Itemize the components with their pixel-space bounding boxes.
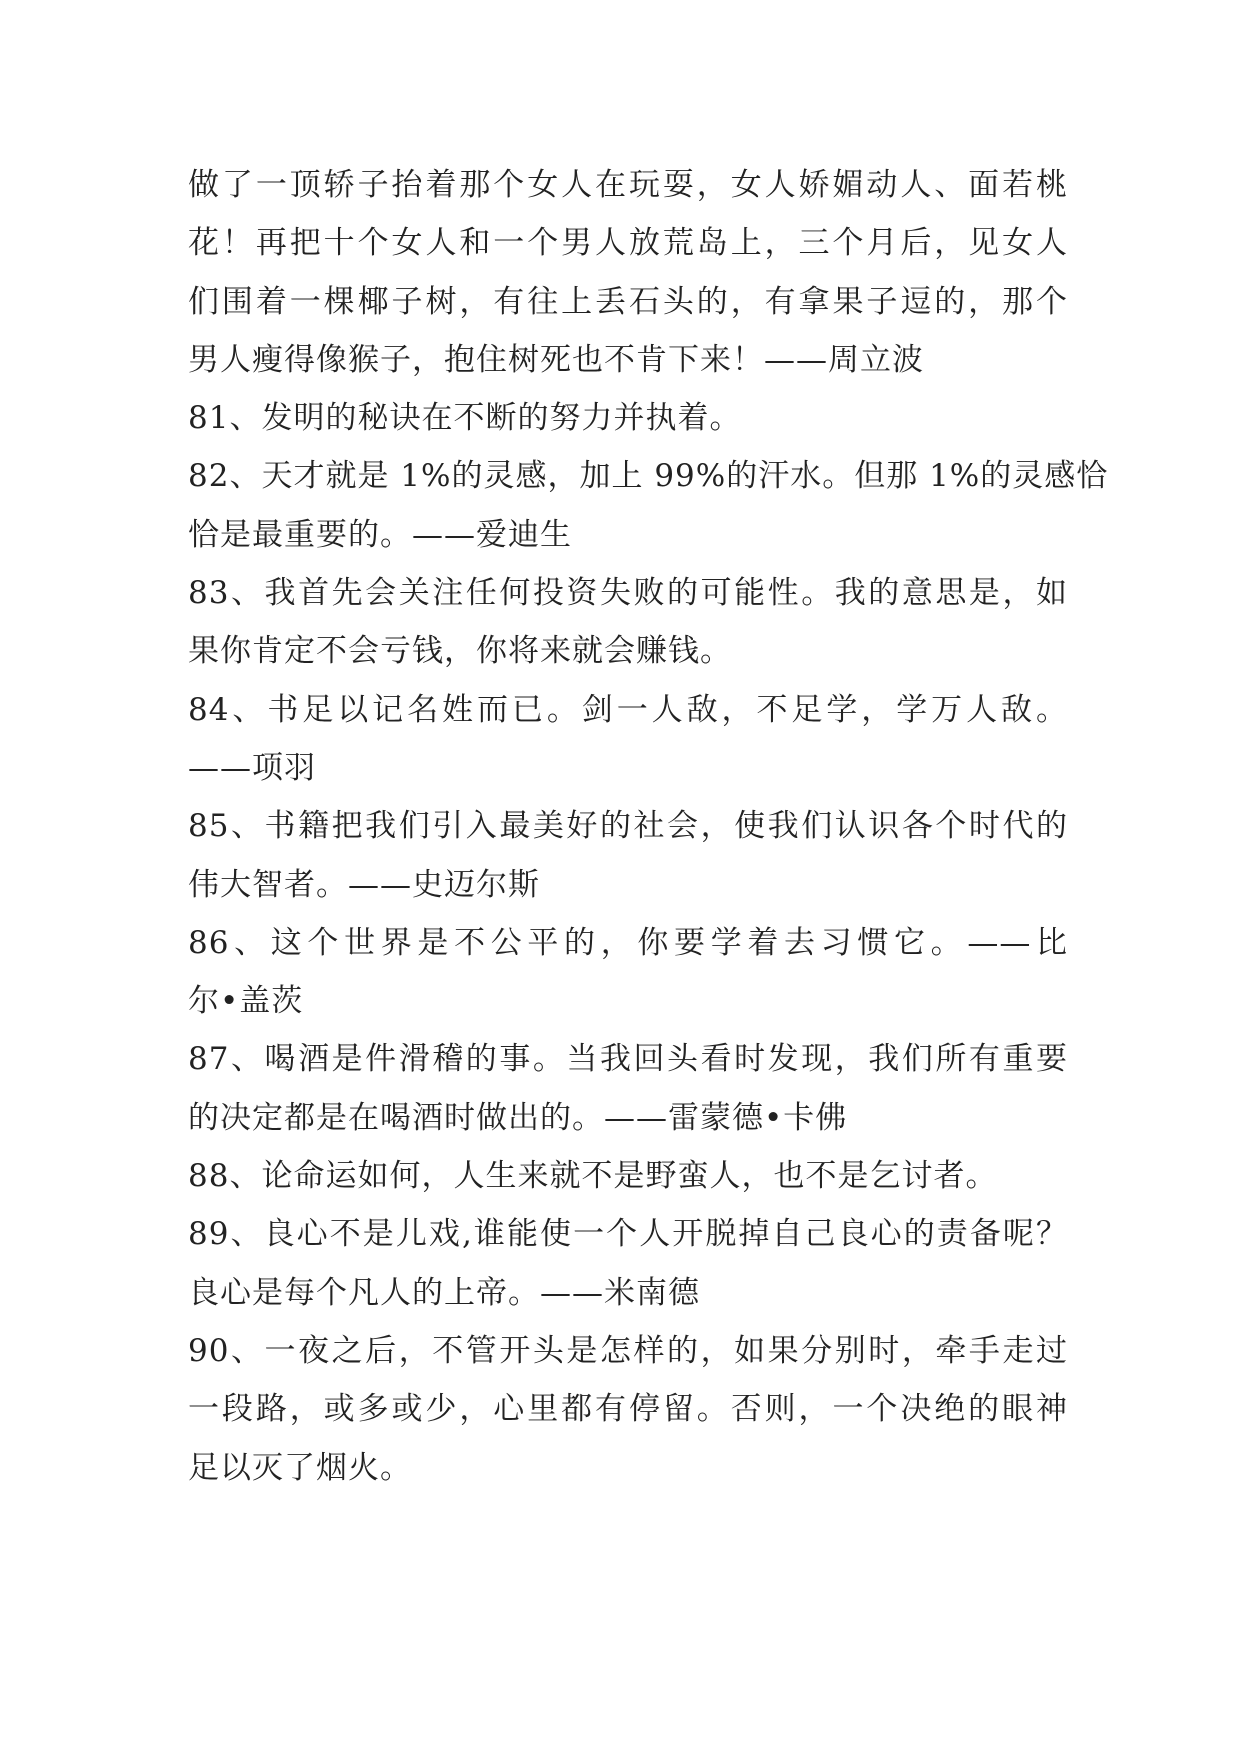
text-line: 做了一顶轿子抬着那个女人在玩耍，女人娇媚动人、面若桃 xyxy=(188,167,1068,203)
quote-84: 84、书足以记名姓而已。剑一人敌，不足学，学万人敌。 xyxy=(188,691,1068,728)
text-line: 足以灭了烟火。 xyxy=(188,1449,412,1486)
quote-85: 85、书籍把我们引入最美好的社会，使我们认识各个时代的 xyxy=(188,808,1068,845)
text-line: 的决定都是在喝酒时做出的。——雷蒙德•卡佛 xyxy=(188,1099,848,1136)
text-line: 恰是最重要的。——爱迪生 xyxy=(188,516,572,553)
text-line: 花！再把十个女人和一个男人放荒岛上，三个月后，见女人 xyxy=(188,225,1068,262)
quote-82: 82、天才就是 1%的灵感，加上 99%的汗水。但那 1%的灵感恰 xyxy=(188,458,1109,495)
text-line: 良心是每个凡人的上帝。——米南德 xyxy=(188,1274,700,1311)
text-line: 尔•盖茨 xyxy=(188,983,304,1020)
quote-89: 89、良心不是儿戏,谁能使一个人开脱掉自己良心的责备呢？ xyxy=(188,1216,1068,1253)
quote-90: 90、一夜之后，不管开头是怎样的，如果分别时，牵手走过 xyxy=(188,1332,1068,1369)
text-line: ——项羽 xyxy=(188,749,316,786)
quote-87: 87、喝酒是件滑稽的事。当我回头看时发现，我们所有重要 xyxy=(188,1041,1068,1078)
quote-83: 83、我首先会关注任何投资失败的可能性。我的意思是，如 xyxy=(188,575,1068,612)
text-line: 男人瘦得像猴子，抱住树死也不肯下来！——周立波 xyxy=(188,341,924,378)
quote-81: 81、发明的秘诀在不断的努力并执着。 xyxy=(188,400,742,437)
text-line: 一段路，或多或少，心里都有停留。否则，一个决绝的眼神 xyxy=(188,1391,1068,1428)
text-line: 们围着一棵椰子树，有往上丢石头的，有拿果子逗的，那个 xyxy=(188,283,1068,320)
text-line: 果你肯定不会亏钱，你将来就会赚钱。 xyxy=(188,633,732,670)
body-text xyxy=(188,156,1109,1497)
text-line: 伟大智者。——史迈尔斯 xyxy=(188,866,540,903)
quote-86: 86、这个世界是不公平的，你要学着去习惯它。——比 xyxy=(188,924,1068,961)
quote-88: 88、论命运如何，人生来就不是野蛮人，也不是乞讨者。 xyxy=(188,1158,998,1195)
